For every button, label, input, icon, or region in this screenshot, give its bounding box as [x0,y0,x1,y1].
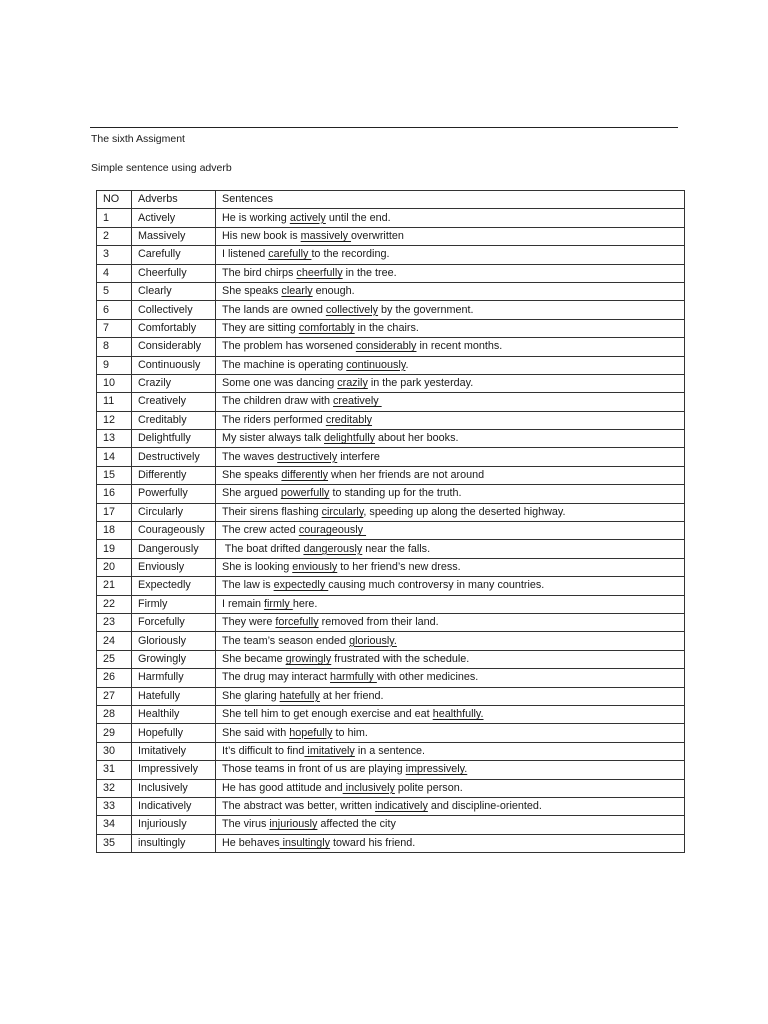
table-row [97,650,685,668]
table-row [97,356,685,374]
row-number: 10 [97,374,132,392]
row-number: 35 [97,834,132,852]
row-number: 5 [97,282,132,300]
row-adverb: Delightfully [132,430,216,448]
sentence-after: by the government. [378,303,474,316]
row-adverb: Differently [132,466,216,484]
row-number: 30 [97,742,132,760]
row-adverb: Creatively [132,393,216,411]
table-row [97,705,685,723]
sentence-adverb: considerably [355,340,417,353]
sentence-after: affected the city [317,818,396,831]
sentence-before: They were [222,616,276,629]
row-sentence [216,448,685,466]
row-number: 23 [97,613,132,631]
sentence-before: They are sitting [222,321,299,334]
sentence-after: when her friends are not around [328,469,485,482]
row-sentence [216,301,685,319]
row-number: 12 [97,411,132,429]
row-number: 16 [97,485,132,503]
sentence-before: The waves [222,450,278,463]
sentence-adverb: imitatively [304,744,355,757]
row-adverb: Massively [132,227,216,245]
row-sentence [216,503,685,521]
sentence-before: The law is [222,579,274,592]
sentence-after: , speeding up along the deserted highway. [363,505,566,518]
sentence-after: to him. [332,726,368,739]
row-number: 8 [97,338,132,356]
row-adverb: Enviously [132,558,216,576]
row-sentence [216,430,685,448]
sentence-adverb: massively [300,229,352,242]
row-sentence [216,724,685,742]
sentence-before: She speaks [222,285,282,298]
row-adverb: Firmly [132,595,216,613]
sentence-after: with other medicines. [376,671,479,684]
sentence-after: near the falls. [362,542,431,555]
row-adverb: Considerably [132,338,216,356]
header-sentences: Sentences [216,191,685,209]
table-row [97,374,685,392]
sentence-before: The team’s season ended [222,634,350,647]
row-adverb: Destructively [132,448,216,466]
row-number: 4 [97,264,132,282]
sentence-before: He behaves [222,836,280,849]
row-sentence [216,393,685,411]
sentence-adverb: creditably [325,413,373,426]
sentence-before: The boat drifted [222,542,304,555]
sentence-after: about her books. [375,432,459,445]
table-row [97,338,685,356]
table-row [97,430,685,448]
sentence-adverb: clearly [281,285,313,298]
table-row [97,319,685,337]
row-number: 22 [97,595,132,613]
sentence-adverb: comfortably [298,321,355,334]
row-sentence [216,227,685,245]
sentence-before: Their sirens flashing [222,505,322,518]
row-sentence [216,742,685,760]
table-row [97,632,685,650]
sentence-after: to standing up for the truth. [329,487,462,500]
row-sentence [216,834,685,852]
page-title: The sixth Assigment [91,133,185,145]
table-row [97,595,685,613]
row-adverb: Comfortably [132,319,216,337]
sentence-before: She is looking [222,561,293,573]
row-sentence [216,779,685,797]
header-adverbs: Adverbs [132,191,216,209]
sentence-before: I remain [222,597,265,610]
sentence-after: in the tree. [342,266,397,279]
table-row [97,522,685,540]
row-sentence [216,705,685,723]
row-sentence [216,540,685,558]
row-sentence [216,209,685,227]
sentence-before: The virus [222,818,270,831]
sentence-adverb: impressively. [405,763,468,776]
row-number: 13 [97,430,132,448]
row-adverb: Forcefully [132,613,216,631]
row-number: 2 [97,227,132,245]
table-row [97,301,685,319]
sentence-adverb: indicatively [375,800,428,813]
sentence-adverb: destructively [277,450,338,463]
row-adverb: Expectedly [132,577,216,595]
row-adverb: Collectively [132,301,216,319]
table-row [97,209,685,227]
row-sentence [216,816,685,834]
row-sentence [216,632,685,650]
row-adverb: Indicatively [132,797,216,815]
row-sentence [216,761,685,779]
sentence-after: frustrated with the schedule. [331,652,470,665]
row-sentence [216,558,685,576]
row-sentence [216,466,685,484]
sentence-before: The bird chirps [222,266,297,279]
sentence-adverb: powerfully [280,487,330,500]
sentence-adverb: growingly [285,652,332,665]
sentence-adverb: creatively [333,395,382,408]
row-number: 24 [97,632,132,650]
header-no: NO [97,191,132,209]
sentence-before: The crew acted [222,524,299,537]
sentence-before: The abstract was better, written [222,800,376,813]
row-number: 31 [97,761,132,779]
row-adverb: Impressively [132,761,216,779]
sentence-before: She speaks [222,469,282,482]
sentence-before: She tell him to get enough exercise and eat [222,708,433,721]
sentence-adverb: courageously [298,524,367,537]
row-adverb: Imitatively [132,742,216,760]
row-adverb: insultingly [132,834,216,852]
row-adverb: Dangerously [132,540,216,558]
row-sentence [216,356,685,374]
sentence-adverb: gloriously. [349,634,397,647]
sentence-adverb: enviously [292,561,338,573]
sentence-adverb: crazily [337,377,368,390]
table-row [97,227,685,245]
row-adverb: Carefully [132,246,216,264]
sentence-before: She said with [222,726,290,739]
sentence-adverb: dangerously [303,542,363,555]
row-number: 6 [97,301,132,319]
row-number: 29 [97,724,132,742]
table-row [97,797,685,815]
row-adverb: Injuriously [132,816,216,834]
row-number: 17 [97,503,132,521]
sentence-after: toward his friend. [330,836,416,849]
adverb-table [96,190,685,853]
row-sentence [216,264,685,282]
sentence-after: interfere [337,450,380,463]
row-number: 15 [97,466,132,484]
row-number: 27 [97,687,132,705]
sentence-adverb: expectedly [273,579,329,592]
sentence-after: to the recording. [311,248,390,261]
row-adverb: Circularly [132,503,216,521]
table-header-row [97,191,685,209]
sentence-before: It’s difficult to find [222,744,305,757]
row-sentence [216,797,685,815]
row-number: 20 [97,558,132,576]
table-row [97,577,685,595]
sentence-adverb: inclusively [342,781,395,794]
sentence-after: to her friend’s new dress. [337,561,461,573]
header-rule [90,127,678,128]
sentence-before: The riders performed [222,413,326,426]
table-row [97,393,685,411]
table-row [97,540,685,558]
sentence-adverb: cheerfully [296,266,343,279]
row-number: 1 [97,209,132,227]
row-number: 7 [97,319,132,337]
sentence-adverb: harmfully [330,671,377,684]
row-adverb: Inclusively [132,779,216,797]
row-sentence [216,650,685,668]
sentence-adverb: delightfully [324,432,376,445]
sentence-after: causing much controversy in many countries. [328,579,545,592]
table-row [97,669,685,687]
row-sentence [216,687,685,705]
sentence-adverb: hopefully [289,726,333,739]
sentence-after: enough. [312,285,355,298]
row-adverb: Hopefully [132,724,216,742]
table-row [97,246,685,264]
sentence-before: She became [222,652,286,665]
row-sentence [216,338,685,356]
row-sentence [216,319,685,337]
table-row [97,779,685,797]
sentence-adverb: injuriously [269,818,318,831]
table-row [97,687,685,705]
table-row [97,613,685,631]
table-row [97,264,685,282]
row-number: 19 [97,540,132,558]
table-row [97,448,685,466]
row-adverb: Hatefully [132,687,216,705]
sentence-before: He has good attitude and [222,781,343,794]
sentence-after: until the end. [325,211,391,224]
row-sentence [216,669,685,687]
row-number: 34 [97,816,132,834]
row-adverb: Growingly [132,650,216,668]
row-sentence [216,282,685,300]
row-adverb: Clearly [132,282,216,300]
sentence-before: The lands are owned [222,303,326,316]
sentence-adverb: healthfully. [432,708,484,721]
table-row [97,503,685,521]
sentence-before: The drug may interact [222,671,331,684]
sentence-after: in the park yesterday. [367,377,474,390]
row-number: 11 [97,393,132,411]
table-row [97,282,685,300]
row-adverb: Crazily [132,374,216,392]
sentence-after: in recent months. [416,340,503,353]
sentence-before: She glaring [222,689,280,702]
sentence-adverb: continuously [346,358,406,371]
row-number: 3 [97,246,132,264]
row-number: 25 [97,650,132,668]
row-adverb: Continuously [132,356,216,374]
row-number: 32 [97,779,132,797]
sentence-after: at her friend. [319,689,384,702]
sentence-after: removed from their land. [318,616,439,629]
sentence-after: and discipline-oriented. [427,800,542,813]
sentence-before: She argued [222,487,281,500]
sentence-after: in the chairs. [354,321,419,334]
sentence-adverb: actively [289,211,326,224]
table-row [97,485,685,503]
sentence-after: . [405,358,409,371]
row-sentence [216,577,685,595]
table-row [97,742,685,760]
sentence-adverb: hatefully [279,689,320,702]
table-row [97,466,685,484]
row-adverb: Harmfully [132,669,216,687]
row-sentence [216,411,685,429]
sentence-after: here. [292,597,318,610]
sentence-adverb: insultingly [279,836,331,849]
row-adverb: Creditably [132,411,216,429]
sentence-after: polite person. [394,781,463,794]
sentence-before: I listened [222,248,269,261]
table-row [97,816,685,834]
row-adverb: Powerfully [132,485,216,503]
sentence-before: The machine is operating [222,358,347,371]
row-number: 9 [97,356,132,374]
sentence-before: The problem has worsened [222,340,356,353]
row-adverb: Actively [132,209,216,227]
sentence-adverb: collectively [325,303,379,316]
row-adverb: Cheerfully [132,264,216,282]
row-number: 14 [97,448,132,466]
row-number: 28 [97,705,132,723]
table-row [97,411,685,429]
sentence-adverb: differently [281,469,329,482]
table-row [97,834,685,852]
sentence-before: Some one was dancing [222,377,338,390]
sentence-before: My sister always talk [222,432,324,445]
page-subtitle: Simple sentence using adverb [91,162,232,174]
row-adverb: Gloriously [132,632,216,650]
table-row [97,558,685,576]
sentence-adverb: carefully [268,248,312,261]
row-number: 33 [97,797,132,815]
sentence-before: His new book is [222,229,301,242]
sentence-adverb: forcefully [275,616,319,629]
sentence-after: in a sentence. [354,744,426,757]
row-adverb: Courageously [132,522,216,540]
row-sentence [216,246,685,264]
sentence-adverb: firmly [264,597,293,610]
row-sentence [216,595,685,613]
row-number: 21 [97,577,132,595]
row-sentence [216,485,685,503]
table-row [97,724,685,742]
row-sentence [216,522,685,540]
sentence-before: Those teams in front of us are playing [222,763,406,776]
sentence-before: He is working [222,211,290,224]
sentence-after: overwritten [351,229,404,242]
row-sentence [216,374,685,392]
row-number: 26 [97,669,132,687]
table-row [97,761,685,779]
row-adverb: Healthily [132,705,216,723]
sentence-before: The children draw with [222,395,334,408]
row-sentence [216,613,685,631]
row-number: 18 [97,522,132,540]
sentence-adverb: circularly [321,505,364,518]
